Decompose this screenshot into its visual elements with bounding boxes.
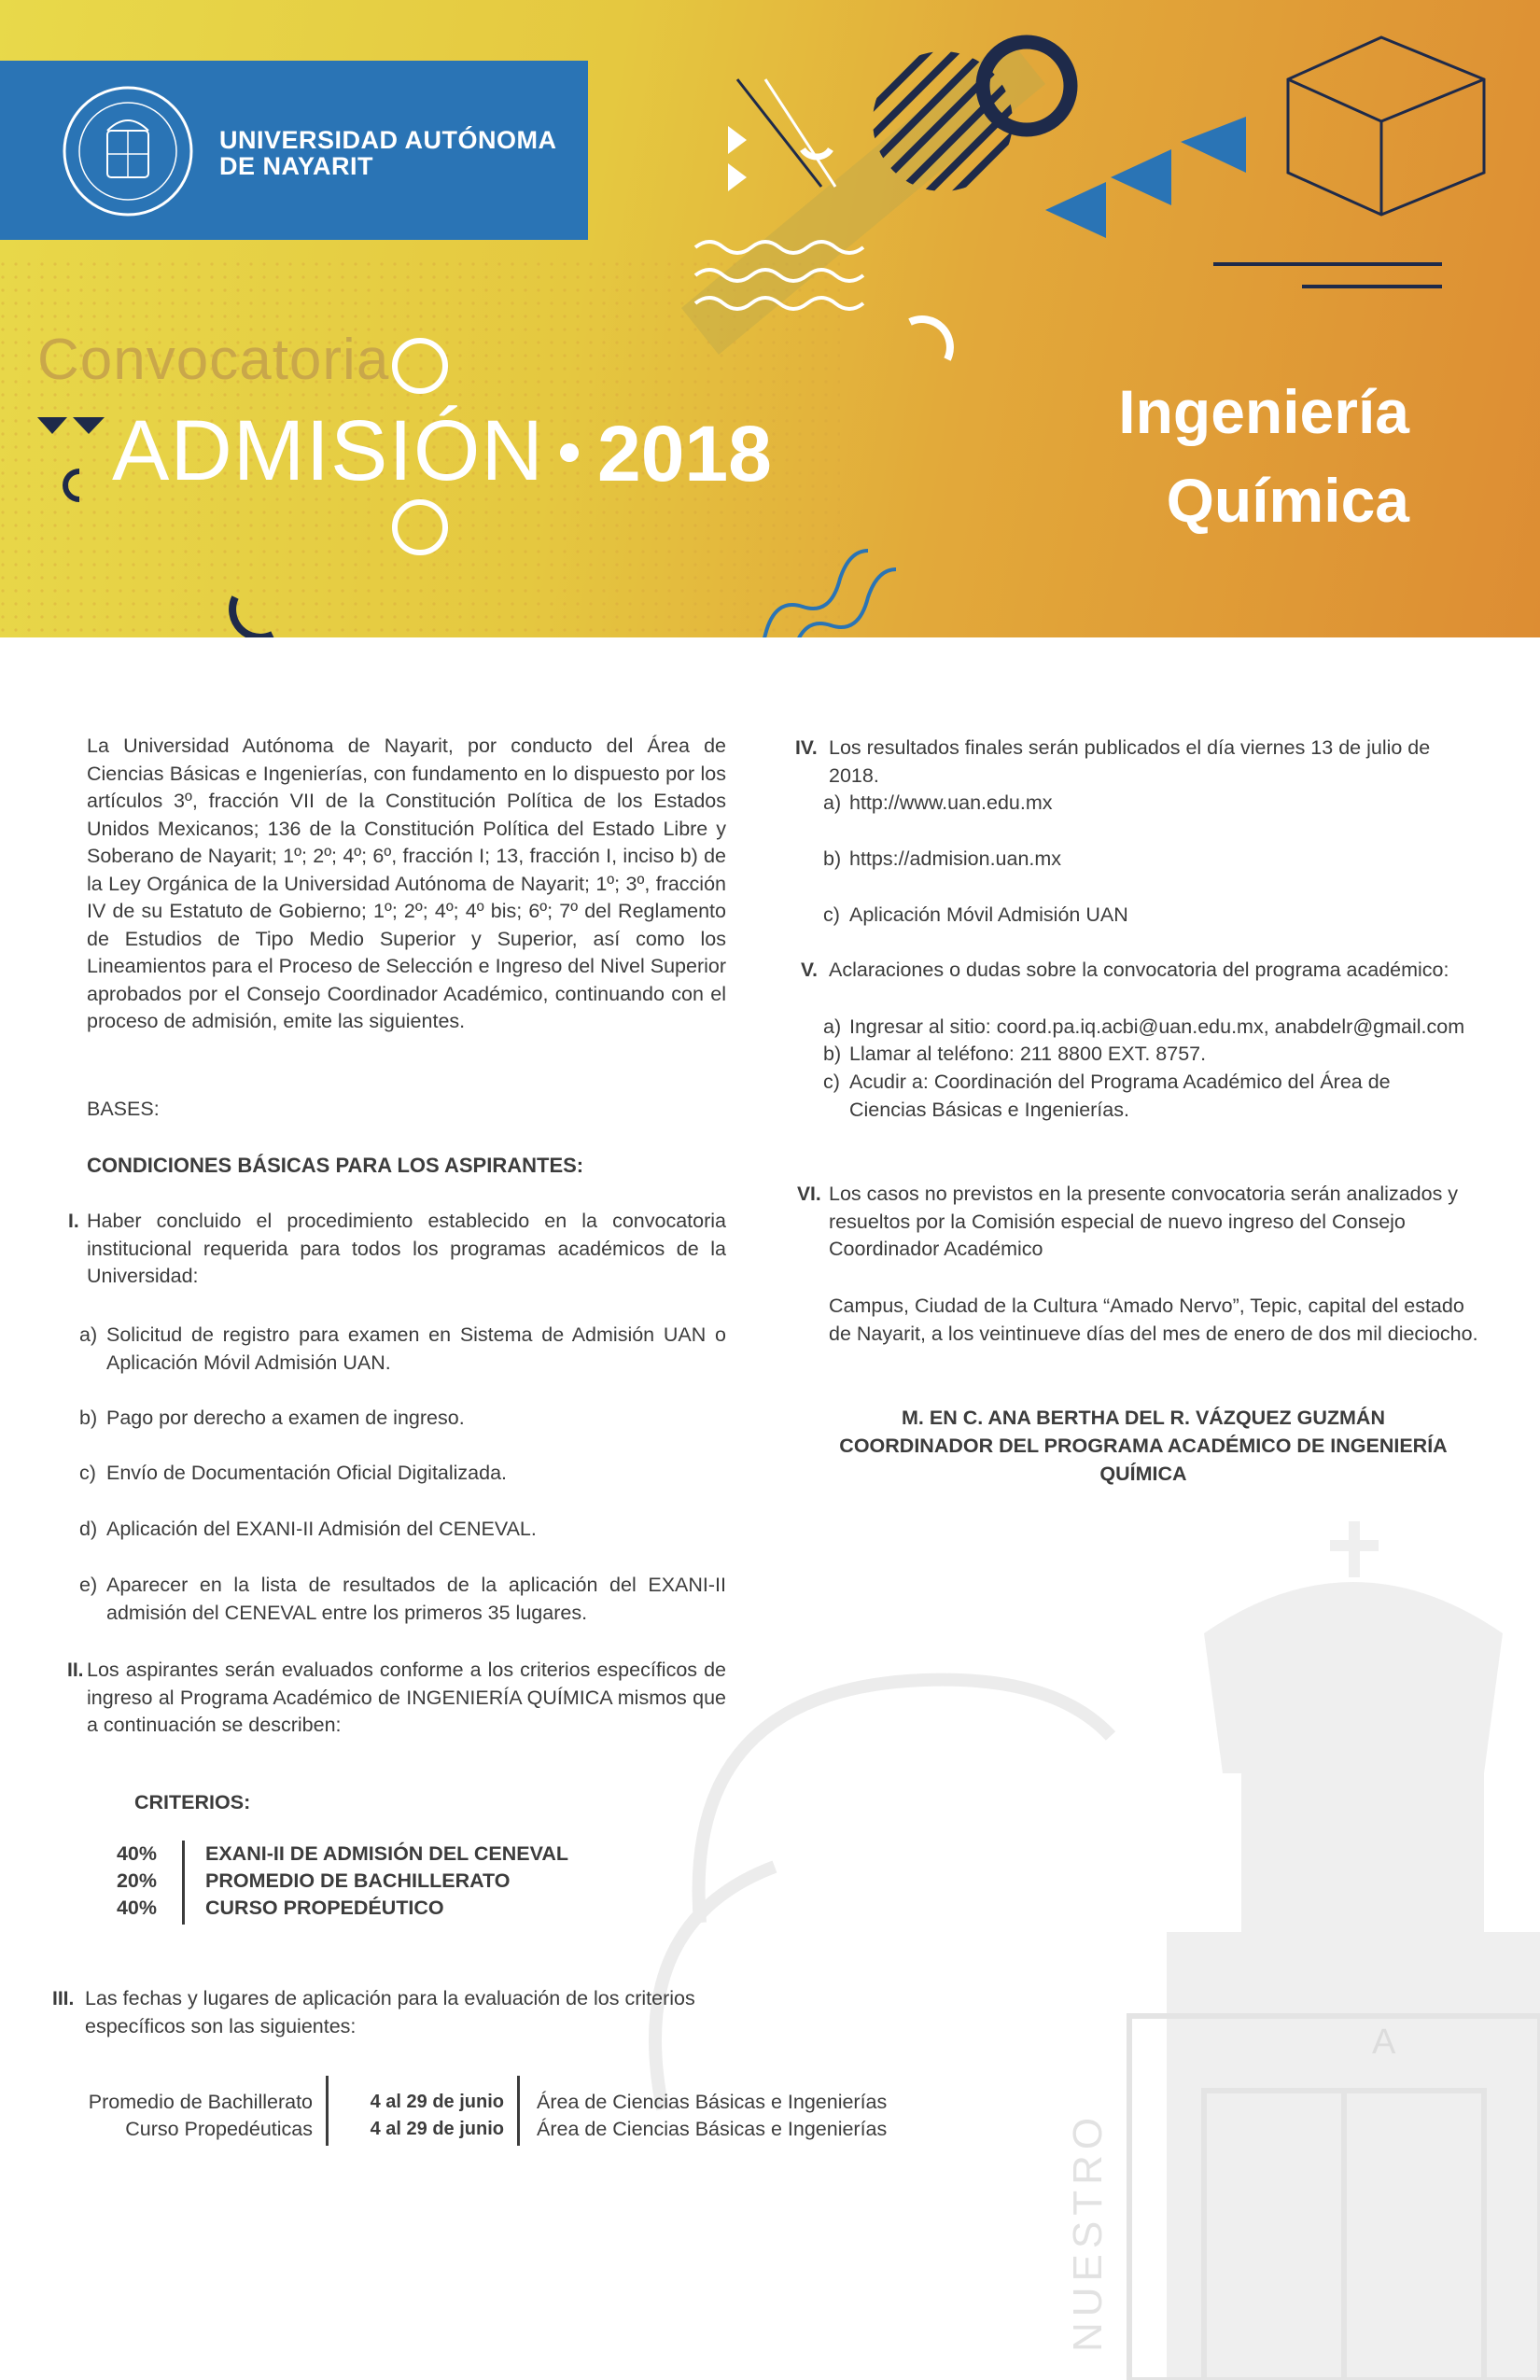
results-link-uan[interactable]: http://www.uan.edu.mx xyxy=(849,791,1053,814)
section-1-item-b-letter: b) xyxy=(79,1407,98,1429)
title-bullet xyxy=(560,443,579,462)
contact-phone: Llamar al teléfono: 211 8800 EXT. 8757. xyxy=(849,1043,1207,1065)
schedule-row-1-place: Área de Ciencias Básicas e Ingenierías xyxy=(537,2091,888,2113)
section-2-number: II. xyxy=(67,1659,84,1681)
criteria-label-3: CURSO PROPEDÉUTICO xyxy=(205,1897,444,1919)
section-6-text: Los casos no previstos en la presente convocatoria serán analizados y resueltos por la Comisión especial de nuevo ingreso del Consejo Coordinador Académico xyxy=(829,1183,1459,1260)
schedule-divider-2 xyxy=(517,2076,520,2146)
university-seal-icon xyxy=(61,84,196,219)
schedule-row-2-place: Área de Ciencias Básicas e Ingenierías xyxy=(537,2118,888,2140)
section-5-item-c-letter: c) xyxy=(823,1071,840,1093)
admision-title: ADMISIÓN xyxy=(112,403,544,498)
schedule-row-2-date: 4 al 29 de junio xyxy=(370,2119,504,2139)
university-brand-bar xyxy=(0,61,588,240)
section-1-item-a: Solicitud de registro para examen en Sistema de Admisión UAN o Aplicación Móvil Admisión UAN. xyxy=(106,1323,726,1374)
svg-text:A: A xyxy=(1372,2023,1396,2062)
signature-title: COORDINADOR DEL PROGRAMA ACADÉMICO DE INGENIERÍA QUÍMICA xyxy=(839,1435,1448,1485)
bases-label: BASES: xyxy=(87,1098,160,1120)
criteria-label-1: EXANI-II DE ADMISIÓN DEL CENEVAL xyxy=(205,1842,569,1865)
criteria-percent-2: 20% xyxy=(116,1869,157,1892)
convocatoria-label: Convocatoria xyxy=(37,328,390,392)
criteria-title: CRITERIOS: xyxy=(134,1791,251,1813)
schedule-divider-1 xyxy=(326,2076,329,2146)
section-1-item-b: Pago por derecho a examen de ingreso. xyxy=(106,1407,465,1429)
university-name-line1: UNIVERSIDAD AUTÓNOMA xyxy=(219,126,557,154)
program-name-line1: Ingeniería xyxy=(1118,377,1409,446)
section-1-item-e-letter: e) xyxy=(79,1574,98,1596)
section-5-item-a-letter: a) xyxy=(823,1015,842,1038)
section-3-number: III. xyxy=(52,1988,75,2009)
criteria-label-2: PROMEDIO DE BACHILLERATO xyxy=(205,1869,511,1892)
university-seal-watermark xyxy=(644,1456,1540,2380)
section-4-text: Los resultados finales serán publicados el día viernes 13 de julio de 2018. xyxy=(829,736,1431,787)
criteria-percent-3: 40% xyxy=(116,1897,157,1919)
results-mobile-app: Aplicación Móvil Admisión UAN xyxy=(849,903,1128,926)
intro-paragraph: La Universidad Autónoma de Nayarit, por conducto del Área de Ciencias Básicas e Ingenierías, con fundamento en lo dispuesto por los artículos 3º, fracción VII de la Constitución Política de los Estados Unidos Mexicanos; 136 de la Constitución Política del Estado Libre y Soberano de Nayarit; 1º; 2º; 4º; 6º, fracción I; 13, fracción I, inciso b) de la Ley Orgánica de la Universidad Autónoma de Nayarit; 1º; 3º, fracción IV de su Estatuto de Gobierno; 1º; 2º; 4º; 4º bis; 6º; 7º del Reglamento de Estudios de Tipo Medio Superior y Superior, así como los Lineamientos para el Proceso de Selección e Ingreso del Nivel Superior aprobados por el Consejo Coordinador Académico, continuando con el proceso de admisión, emite las siguientes. xyxy=(87,735,726,1032)
program-name-line2: Química xyxy=(1166,466,1409,535)
university-name-line2: DE NAYARIT xyxy=(219,152,374,180)
section-1-item-c: Envío de Documentación Oficial Digitalizada. xyxy=(106,1462,508,1484)
svg-text:NUESTRO: NUESTRO xyxy=(1065,2111,1111,2352)
section-1-text: Haber concluido el procedimiento establecido en la convocatoria institucional requerida para todos los programas académicos de la Universidad: xyxy=(87,1210,726,1287)
section-5-item-b-letter: b) xyxy=(823,1043,842,1065)
section-5-text: Aclaraciones o dudas sobre la convocatoria del programa académico: xyxy=(829,959,1449,981)
criteria-percent-1: 40% xyxy=(116,1842,157,1865)
criteria-divider xyxy=(182,1841,185,1925)
section-4-item-a-letter: a) xyxy=(823,791,842,814)
contact-email[interactable]: Ingresar al sitio: coord.pa.iq.acbi@uan.edu.mx, anabdelr@gmail.com xyxy=(849,1015,1465,1038)
section-2-text: Los aspirantes serán evaluados conforme a los criterios específicos de ingreso al Programa Académico de INGENIERÍA QUÍMICA mismos que a continuación se describen: xyxy=(87,1659,726,1736)
section-6-number: VI. xyxy=(797,1183,821,1205)
conditions-title: CONDICIONES BÁSICAS PARA LOS ASPIRANTES: xyxy=(87,1154,584,1177)
section-1-item-d: Aplicación del EXANI-II Admisión del CENEVAL. xyxy=(106,1518,537,1540)
section-1-item-d-letter: d) xyxy=(79,1518,98,1540)
schedule-row-1-name: Promedio de Bachillerato xyxy=(88,2091,313,2113)
admision-year: 2018 xyxy=(597,410,772,497)
closing-paragraph: Campus, Ciudad de la Cultura “Amado Nervo”, Tepic, capital del estado de Nayarit, a los veintinueve días del mes de enero de dos mil dieciocho. xyxy=(829,1295,1478,1345)
results-link-admision[interactable]: https://admision.uan.mx xyxy=(849,847,1062,870)
section-5-number: V. xyxy=(801,959,818,981)
schedule-row-2-name: Curso Propedéuticas xyxy=(125,2118,313,2140)
header-banner xyxy=(0,0,1540,637)
contact-office: Acudir a: Coordinación del Programa Académico del Área de Ciencias Básicas e Ingenierías. xyxy=(849,1071,1391,1121)
section-3-text: Las fechas y lugares de aplicación para la evaluación de los criterios específicos son las siguientes: xyxy=(85,1987,695,2037)
section-1-item-c-letter: c) xyxy=(79,1462,96,1484)
section-4-item-c-letter: c) xyxy=(823,903,840,926)
section-1-item-a-letter: a) xyxy=(79,1323,98,1346)
section-4-item-b-letter: b) xyxy=(823,847,842,870)
signature-name: M. EN C. ANA BERTHA DEL R. VÁZQUEZ GUZMÁN xyxy=(902,1407,1385,1429)
schedule-row-1-date: 4 al 29 de junio xyxy=(370,2092,504,2112)
section-1-item-e: Aparecer en la lista de resultados de la aplicación del EXANI-II admisión del CENEVAL entre los primeros 35 lugares. xyxy=(106,1574,726,1624)
section-1-number: I. xyxy=(68,1211,79,1232)
section-4-number: IV. xyxy=(795,737,818,759)
